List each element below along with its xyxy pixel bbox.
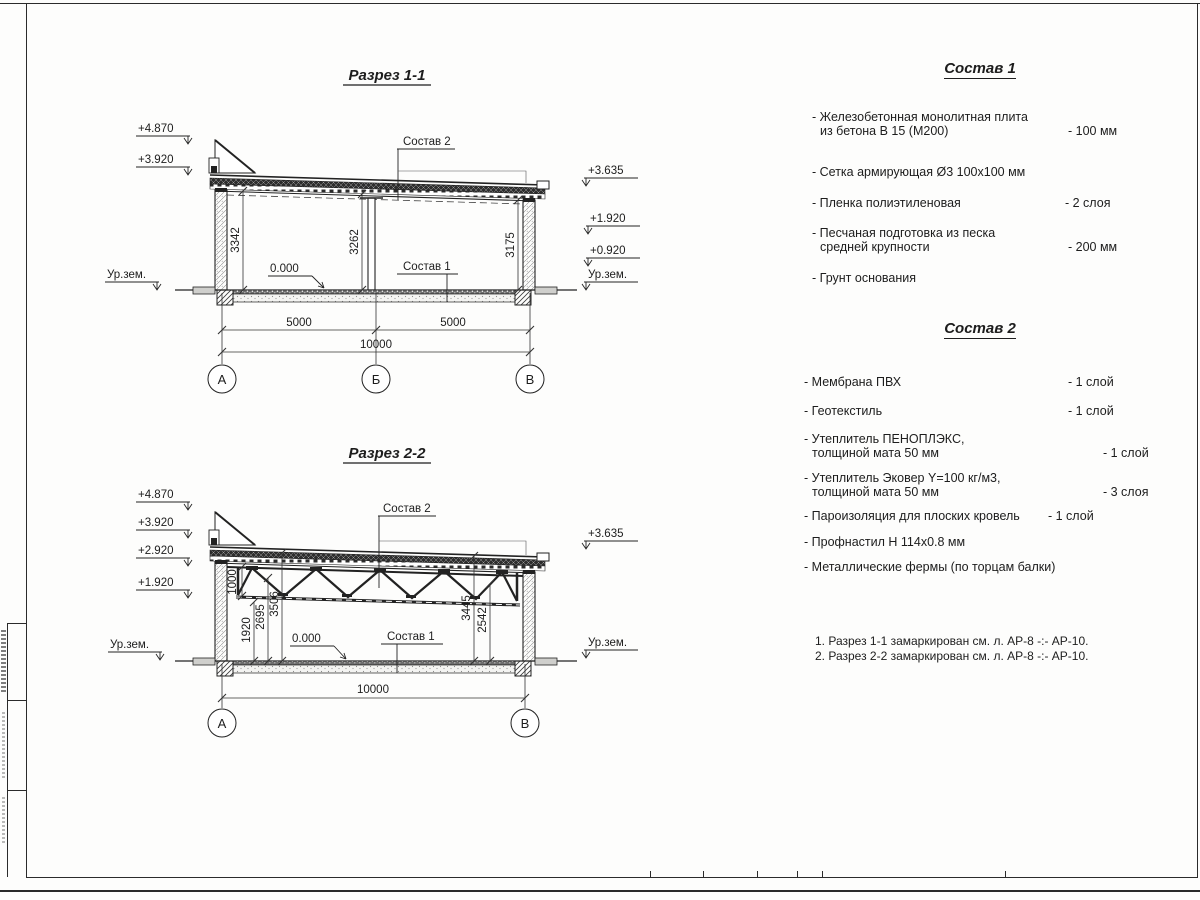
zero-level-label: 0.000 — [270, 263, 299, 275]
wall-left — [215, 562, 227, 661]
parapet-block-fill — [211, 166, 217, 173]
dim-3262: 3262 — [349, 229, 361, 255]
list-item: - Пленка полиэтиленовая — [812, 196, 961, 210]
dim-extension-lines — [218, 293, 534, 364]
list-item: - Песчаная подготовка из песка — [812, 226, 996, 240]
list-item: - Мембрана ПВХ — [804, 375, 902, 389]
elevation-label: +3.920 — [138, 154, 174, 166]
list-item-value: - 1 слой — [1103, 446, 1149, 460]
dim-total: 10000 — [357, 684, 389, 696]
elevation-label: +4.870 — [138, 489, 174, 501]
list-item-value: - 1 слой — [1048, 509, 1094, 523]
list-item-value: - 1 слой — [1068, 375, 1114, 389]
note-line: 2. Разрез 2-2 замаркирован см. л. АР-8 -:- АР-10. — [815, 649, 1089, 663]
section-1-1-drawing — [96, 50, 686, 415]
elevation-marks-left — [108, 489, 192, 660]
wall-right — [523, 200, 535, 290]
list-item-line2: из бетона В 15 (М200) — [820, 124, 949, 138]
zero-level-label: 0.000 — [292, 633, 321, 645]
floor-sand-layer — [233, 294, 515, 302]
section-title: Разрез 2-2 — [348, 445, 426, 462]
axis-bubble-a: А — [217, 372, 227, 387]
list-item-value: - 200 мм — [1068, 240, 1118, 254]
section-title: Разрез 1-1 — [348, 67, 426, 84]
list-item: - Металлические фермы (по торцам балки) — [804, 560, 1056, 574]
axis-bubbles — [208, 709, 539, 737]
list-item-value: - 1 слой — [1068, 404, 1114, 418]
composition-2-title: Состав 2 — [944, 320, 1016, 337]
elevation-marks-right — [582, 165, 640, 290]
composition-panel — [800, 0, 1190, 900]
frame-left-line — [26, 3, 27, 878]
elevation-label: +3.635 — [588, 528, 624, 540]
ground-level-label: Ур.зем. — [110, 639, 150, 651]
wall-left — [215, 190, 227, 290]
dim-3445: 3445 — [461, 595, 473, 621]
list-item: - Грунт основания — [812, 271, 917, 285]
titleblock-tick — [757, 871, 758, 877]
apron-left — [193, 287, 215, 294]
dim-1920: 1920 — [241, 617, 253, 643]
titleblock-tick — [797, 871, 798, 877]
list-item-line2: толщиной мата 50 мм — [812, 446, 939, 460]
zero-level-leader — [312, 276, 324, 288]
wall-left-bearing — [215, 188, 227, 192]
list-item-value: - 2 слоя — [1065, 196, 1111, 210]
titleblock-tick — [703, 871, 704, 877]
foundation-left — [217, 661, 233, 676]
apron-left — [193, 658, 215, 665]
ground-level-label: Ур.зем. — [107, 269, 147, 281]
dim-2695: 2695 — [255, 604, 267, 630]
elevation-label: +1.920 — [138, 577, 174, 589]
margin-rotated-text-smudge — [2, 712, 5, 778]
dim-2542: 2542 — [477, 607, 489, 633]
floor-sand-layer — [233, 665, 515, 673]
margin-rotated-text-smudge — [2, 797, 5, 845]
margin-cell-divider — [7, 623, 26, 624]
dim-3175: 3175 — [505, 232, 517, 258]
apron-right — [535, 287, 557, 294]
list-item: - Профнастил Н 114х0.8 мм — [804, 535, 966, 549]
elevation-label: +2.920 — [138, 545, 174, 557]
margin-cell-divider — [7, 700, 26, 701]
list-item: - Железобетонная монолитная плита — [812, 110, 1028, 124]
ground-level-label: Ур.зем. — [588, 637, 628, 649]
wall-right-bearing — [523, 570, 535, 574]
roof-end-plate — [537, 181, 549, 189]
elevation-label: +0.920 — [590, 245, 626, 257]
dim-span-2: 5000 — [440, 317, 466, 329]
dim-3342: 3342 — [230, 227, 242, 253]
dim-span-1: 5000 — [286, 317, 312, 329]
dim-total: 10000 — [360, 339, 392, 351]
note-line: 1. Разрез 1-1 замаркирован см. л. АР-8 -:- АР-10. — [815, 634, 1089, 648]
zero-level-leader — [334, 646, 346, 659]
column-middle — [368, 198, 375, 290]
callout-roof-label: Состав 2 — [403, 136, 451, 148]
dim-1000: 1000 — [227, 569, 239, 595]
elevation-label: +3.920 — [138, 517, 174, 529]
foundation-right — [515, 290, 531, 305]
section-2-2-drawing — [96, 420, 686, 790]
axis-bubbles — [208, 365, 544, 393]
axis-bubble-v: В — [525, 372, 535, 387]
list-item: - Пароизоляция для плоских кровель — [804, 509, 1020, 523]
list-item-value: - 100 мм — [1068, 124, 1118, 138]
list-item: - Утеплитель Эковер Y=100 кг/м3, — [804, 471, 1001, 485]
callout-floor-label: Состав 1 — [387, 631, 435, 643]
margin-strip-line — [7, 623, 8, 877]
elevation-label: +1.920 — [590, 213, 626, 225]
list-item: - Сетка армирующая Ø3 100х100 мм — [812, 165, 1026, 179]
callout-floor-label: Состав 1 — [403, 261, 451, 273]
parapet-block-fill — [211, 538, 217, 545]
margin-cell-divider — [7, 790, 26, 791]
callout-roof-label: Состав 2 — [383, 503, 431, 515]
elevation-label: +4.870 — [138, 123, 174, 135]
foundation-right — [515, 661, 531, 676]
wall-right-bearing — [523, 198, 535, 202]
apron-right — [535, 658, 557, 665]
elevation-label: +3.635 — [588, 165, 624, 177]
foundation-left — [217, 290, 233, 305]
elevation-marks-right — [582, 528, 638, 658]
axis-bubble-a: А — [217, 716, 227, 731]
wall-left-bearing — [215, 560, 227, 564]
list-item-line2: толщиной мата 50 мм — [812, 485, 939, 499]
list-item-line2: средней крупности — [820, 240, 930, 254]
margin-rotated-text-smudge — [1, 630, 6, 694]
axis-bubble-b: Б — [371, 372, 381, 387]
composition-1-title: Состав 1 — [944, 60, 1016, 77]
axis-bubble-v: В — [520, 716, 530, 731]
elevation-marks-left — [105, 123, 192, 290]
titleblock-tick — [650, 871, 651, 877]
wall-right — [523, 572, 535, 661]
list-item: - Утеплитель ПЕНОПЛЭКС, — [804, 432, 965, 446]
list-item: - Геотекстиль — [804, 404, 883, 418]
ground-level-label: Ур.зем. — [588, 269, 628, 281]
list-item-value: - 3 слоя — [1103, 485, 1149, 499]
frame-right-line — [1197, 3, 1198, 878]
floor-slab-top — [233, 290, 515, 294]
vertical-dim-lines — [239, 187, 522, 294]
dim-3506: 3506 — [269, 591, 281, 617]
roof-end-plate — [537, 553, 549, 561]
